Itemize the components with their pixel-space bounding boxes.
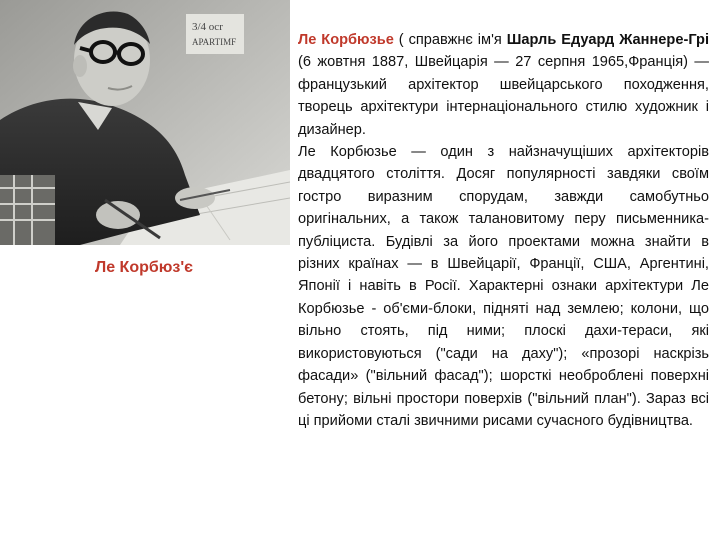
wall-note-line-2: APARTIMF <box>192 37 237 47</box>
real-name: Шарль Едуард Жаннере-Грі <box>506 32 709 48</box>
biography-paragraph-1 <box>298 29 709 141</box>
portrait-illustration <box>0 0 290 245</box>
architect-name: Ле Корбюзье <box>298 32 394 48</box>
biography-paragraph-2: Ле Корбюзье — один з найзначущіших архітекторів двадцятого століття. Досяг популярності завдяки своїм гостро виразним спорудам, завжди самобутньо оригінальних, а також талановитому перу письменника-публіциста. Будівлі за його проектами можна знайти в різних країнах — в Швейцарії, Франції, США, Аргентині, Японії і навіть в Росії. Характерні ознаки архітектури Ле Корбюзье - об'єми-блоки, підняті над землею; колони, що вільно стоять, під ними; плоскі дахи-тераси, які використовуються ("сади на даху"); «прозорі наскрізь фасади» ("вільний фасад"); шорсткі необроблені поверхні бетону; вільні простори поверхів ("вільний план"). Зараз всі ці прийоми сталі звичними рисами сучасного будівництва. <box>298 144 709 429</box>
portrait-photo <box>0 0 290 245</box>
wall-note-line-1: 3/4 ocr <box>192 21 223 33</box>
paragraph-1-open: ( справжнє ім'я <box>393 32 507 48</box>
biography-text <box>298 29 709 432</box>
photo-caption: Ле Корбюз'є <box>94 259 194 276</box>
paragraph-1-rest: (6 жовтня 1887, Швейцарія — 27 серпня 1965,Франція) — французький архітектор швейцарського походження, творець архітектури інтернаціонального стилю художник і дизайнер. <box>298 54 709 138</box>
